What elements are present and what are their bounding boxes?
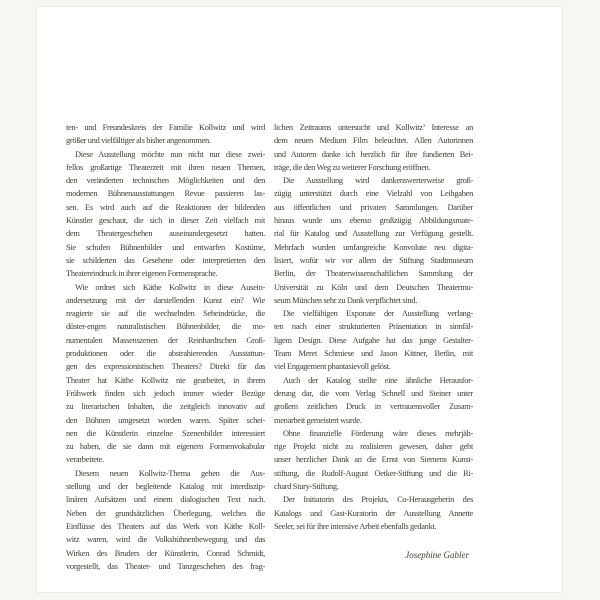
text-line: vorgestellt, das Theater- und Tanzgeschehen des frag- [66, 561, 265, 571]
text-line: hinaus wurde uns ebenso großzügig Abbildungsmate- [274, 216, 473, 226]
text-line: unser herzlicher Dank an die Ernst von Siemens Kunst- [274, 455, 473, 465]
text-line: dem neuen Medium Film beleuchtet. Allen Autorinnen [274, 136, 473, 146]
text-line: den Bühnen umgesetzt worden waren. Später schei- [66, 415, 265, 425]
text-line: nen die Künstlerin einzelne Szenenbilder interessiert [66, 428, 265, 438]
text-line: verarbeitete. [66, 455, 104, 465]
text-line: linären Aufsätzen und einem dialogischen Text nach. [66, 495, 265, 505]
text-line: Sie schufen Bühnenbilder und entwarfen Kostüme, [66, 242, 265, 252]
text-line: Einflüsse des Theaters auf das Werk von Käthe Koll- [66, 521, 265, 531]
text-line: Team Meret Schmiese und Jason Kittner, Berlin, mit [274, 349, 473, 359]
text-line: rial für Katalog und Ausstellung zur Verfügung gestellt. [274, 229, 473, 239]
text-line: Ohne finanzielle Förderung wäre dieses mehrjäh- [283, 428, 473, 438]
text-block [66, 121, 473, 573]
text-line: Der Initiatorin des Projekts, Co-Herausgeberin des [283, 495, 473, 505]
text-line: Berlin, der Theaterwissenschaftlichen Sammlung der [274, 269, 473, 279]
text-line: produktionen oder die abstrahierenden Ausstattun- [66, 349, 265, 359]
paragraph [274, 374, 473, 427]
text-line: ligem Design. Diese Aufgabe hat das junge Gestalter- [274, 335, 473, 345]
text-line: menarbeit gemeistert wurde. [274, 415, 362, 425]
text-line: numentalen Massenszenen der Reinhardtschen Groß- [66, 335, 265, 345]
text-line: düster-engen naturalistischen Bühnenbilder, die mo- [66, 322, 265, 332]
text-line: fellos großartige Theaterzeit mit ihren neuen Themen, [66, 162, 265, 172]
text-line: modernen Bühnenausstattungen Revue passieren las- [66, 189, 265, 199]
text-line: Auch der Katalog stellte eine ähnliche Herausfor- [283, 375, 473, 385]
text-line: rige Projekt nicht zu realisieren gewesen, daher geht [274, 442, 473, 452]
paragraph [274, 174, 473, 307]
text-line: den veränderten technischen Möglichkeiten und den [66, 176, 265, 186]
text-line: dem Theatergeschehen auseinandergesetzt hatten. [66, 229, 265, 239]
text-line: Wirken des Bruders der Künstlerin, Conrad Schmidt, [66, 548, 265, 558]
text-line: und Autoren danke ich herzlich für ihre fundierten Bei- [274, 149, 473, 159]
text-line: lichen Zeitraums untersucht und Kollwitz’ Interesse an [274, 123, 473, 132]
text-line: Die Ausstellung wird dankenswerterweise groß- [283, 176, 473, 186]
text-line: aus öffentlichen und privaten Sammlungen. Darüber [274, 202, 473, 212]
text-line: Die vielfältigen Exponate der Ausstellung verlang- [283, 309, 473, 319]
text-line: witz waren, wird die Volksbühnenbewegung und das [66, 535, 265, 545]
paragraph [66, 467, 265, 573]
paragraph [274, 121, 473, 174]
author-signature: Josephine Gabler [405, 550, 469, 561]
text-line: Diesem neuen Kollwitz-Thema gehen die Aus- [75, 468, 265, 478]
text-line: Theatereindruck in ihrer eigenen Formensprache. [66, 269, 218, 279]
text-line: zügig unterstützt durch eine Vielzahl von Leihgaben [274, 189, 473, 199]
text-line: sie schilderten das Gesehene oder interpretierten den [66, 255, 265, 265]
paragraph [274, 427, 473, 493]
paragraph [66, 121, 265, 148]
text-line: chard Stury-Stiftung. [274, 482, 339, 492]
text-line: Neben der grundsätzlichen Überlegung, welches die [66, 508, 265, 518]
text-line: stiftung, die Rudolf-August Oetker-Stiftung und die Ri- [274, 468, 473, 478]
book-page [36, 6, 563, 593]
text-line: Diese Ausstellung möchte nun nicht nur diese zwei- [75, 149, 265, 159]
text-line: reagierte sie auf die wechselnden Seheindrücke, die [66, 309, 265, 319]
text-line: Mehrfach wurden umfangreiche Konvolute neu digita- [274, 242, 473, 252]
text-line: andersetzung mit der darstellenden Kunst ein? Wie [66, 295, 265, 305]
text-line: Katalogs und Gast-Kuratorin der Ausstellung Annette [274, 508, 473, 518]
text-line: viel Engagement phantasievoll gelöst. [274, 362, 391, 372]
text-column-right [274, 121, 473, 573]
text-line: seum München sehr zu Dank verpflichtet sind. [274, 295, 418, 305]
text-line: gen des expressionistischen Theaters? Direkt für das [66, 362, 265, 372]
paragraph [274, 307, 473, 373]
text-line: stellung und der begleitende Katalog mit interdiszip- [66, 482, 265, 492]
text-line: Universität zu Köln und dem Deutschen Theatermu- [274, 282, 473, 292]
text-line: zu literarischen Inhalten, die zeitgleich innovativ auf [66, 402, 265, 412]
paragraph [66, 281, 265, 467]
text-line: träge, die den Weg zu weiterer Forschung eröffnen. [274, 162, 431, 172]
text-line: derung dar, die vom Verlag Schnell und Steiner unter [274, 388, 473, 398]
text-line: Wie ordnet sich Käthe Kollwitz in diese Ausein- [75, 282, 265, 292]
text-line: Theater hat Käthe Kollwitz nie gearbeitet, in ihrem [66, 375, 265, 385]
text-line: Seeler, sei für ihre intensive Arbeit ebenfalls gedankt. [274, 521, 437, 531]
text-line: großem zeitlichen Druck in vertrauensvoller Zusam- [274, 402, 473, 412]
text-line: Künstler geschaut, die sich in dieser Zeit vielfach mit [66, 216, 265, 226]
text-line: zu haben, die sie dann mit eigenem Formenvokabular [66, 442, 265, 452]
text-line: ten- und Freundeskreis der Familie Kollwitz und wird [66, 123, 265, 132]
paragraph [66, 148, 265, 281]
text-line: Frühwerk finden sich jedoch immer wieder Bezüge [66, 388, 265, 398]
text-line: ten nach einer strukturierten Präsentation in sinnfäl- [274, 322, 473, 332]
text-line: größer und vielfältiger als bisher angenommen. [66, 136, 211, 146]
text-line: sen. Es wird auch auf die Reaktionen der bildenden [66, 202, 265, 212]
text-line: lisiert, wofür wir vor allem der Stiftung Stadtmuseum [274, 255, 473, 265]
text-column-left [66, 121, 265, 573]
paragraph [274, 493, 473, 533]
